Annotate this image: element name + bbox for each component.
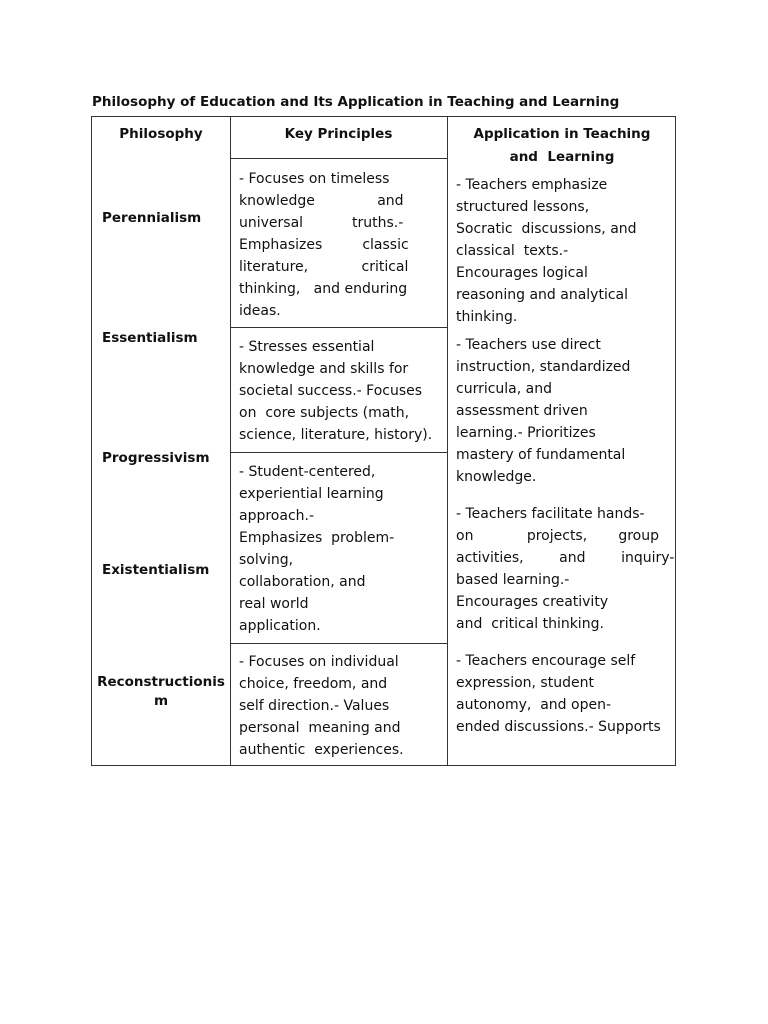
philosophy-reconstructionism: Reconstructionis m	[97, 674, 225, 709]
document-title: Philosophy of Education and Its Application in Teaching and Learning	[92, 94, 620, 110]
key-principle-cell: - Student-centered, experiential learning approach.- Emphasizes problem- solving, collaboration, and real world application.	[239, 464, 395, 634]
application-cell: - Teachers emphasize structured lessons, Socratic discussions, and classical texts.- Encourages logical reasoning and analytical thinking.	[456, 177, 637, 325]
row-divider	[230, 643, 447, 644]
row-divider	[230, 158, 447, 159]
key-principle-cell: - Stresses essential knowledge and skills for societal success.- Focuses on core subjects (math, science, literature, history).	[239, 339, 433, 443]
row-divider	[230, 327, 447, 328]
column-divider	[447, 117, 448, 765]
key-principle-cell: - Focuses on timeless knowledge and universal truths.- Emphasizes classic literature, critical thinking, and enduring ideas.	[239, 171, 409, 319]
philosophy-perennialism: Perennialism	[102, 210, 202, 226]
application-cell: - Teachers use direct instruction, standardized curricula, and assessment driven learning.- Prioritizes mastery of fundamental knowledge.	[456, 337, 631, 485]
philosophy-existentialism: Existentialism	[102, 562, 210, 578]
application-cell: - Teachers encourage self expression, student autonomy, and open- ended discussions.- Supports	[456, 653, 661, 735]
header-philosophy: Philosophy	[119, 126, 203, 142]
column-divider	[230, 117, 231, 765]
header-key-principles: Key Principles	[284, 126, 393, 142]
header-application: Application in Teaching and Learning	[473, 126, 651, 165]
philosophy-essentialism: Essentialism	[102, 330, 198, 346]
row-divider	[230, 452, 447, 453]
key-principle-cell: - Focuses on individual choice, freedom, and self direction.- Values personal meaning and authentic experiences.	[239, 654, 404, 758]
application-cell: - Teachers facilitate hands- on projects, group activities, and inquiry- based learning.- Encourages creativity and critical thinking.	[456, 506, 675, 632]
philosophy-table	[91, 116, 676, 766]
philosophy-progressivism: Progressivism	[102, 450, 210, 466]
